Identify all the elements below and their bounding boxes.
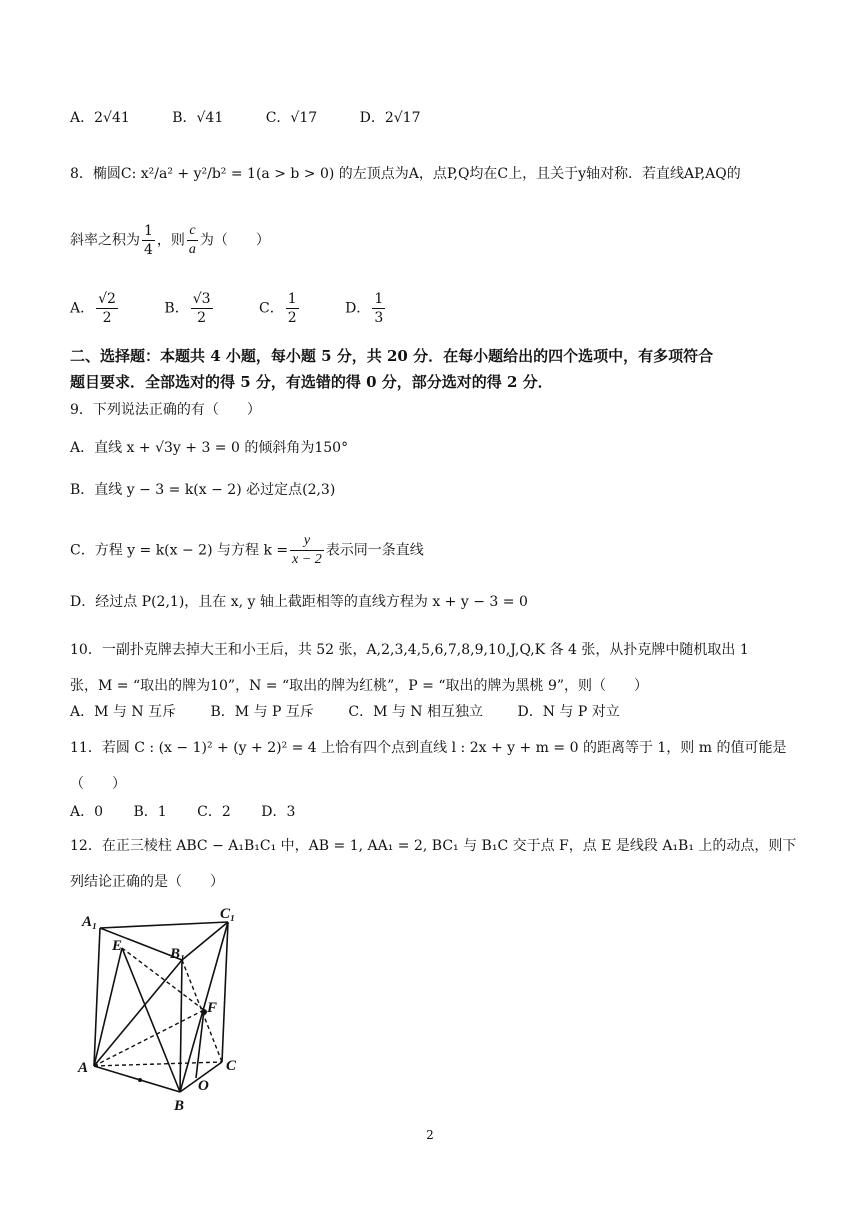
q10-option-a: A．M 与 N 互斥	[70, 704, 177, 720]
prism-figure	[70, 908, 260, 1120]
q7-option-d: D．2√17	[359, 110, 421, 126]
label-a: A	[78, 1060, 89, 1076]
q8-option-d-label: D．	[345, 300, 371, 317]
q9-option-c-prefix: C．方程 y = k(x − 2) 与方程 k =	[70, 542, 289, 559]
segment-b-c1	[180, 922, 228, 1092]
q11-option-d: D．3	[261, 804, 296, 820]
label-b1: B₁	[170, 946, 186, 962]
q8-option-d-num: 1	[374, 291, 384, 307]
q8-option-a	[70, 290, 120, 327]
label-e: E	[112, 938, 123, 954]
q9-option-c-num: y	[290, 532, 324, 551]
q11-option-c: C．2	[197, 804, 231, 820]
label-c1: C₁	[220, 908, 236, 922]
q8-frac-c-over-a	[187, 222, 198, 259]
q11-stem-line2: （ ）	[70, 776, 126, 792]
q8-option-b-den: 2	[197, 310, 207, 326]
q10-option-b: B．M 与 P 互斥	[210, 704, 314, 720]
label-o: O	[198, 1078, 209, 1094]
q8-option-c-label: C．	[258, 300, 284, 317]
q9-option-c-frac	[290, 532, 324, 569]
q9-option-d: D．经过点 P(2,1)，且在 x, y 轴上截距相等的直线方程为 x + y − 3 = 0	[70, 594, 528, 610]
edge-a1-c1	[100, 922, 228, 928]
q10-option-d: D．N 与 P 对立	[517, 704, 620, 720]
q8-option-a-den: 2	[102, 310, 112, 326]
q7-options	[70, 108, 446, 128]
label-a1: A₁	[82, 914, 98, 930]
q9-option-c-den: x − 2	[292, 552, 322, 567]
q8-options	[70, 290, 413, 327]
q8-option-a-label: A．	[70, 300, 95, 317]
q8-option-b-label: B．	[164, 300, 189, 317]
edge-b1-c1	[182, 922, 228, 960]
q8-option-a-num: √2	[98, 291, 116, 307]
q8-option-c-num: 1	[287, 291, 297, 307]
dashed-a-c	[94, 1062, 222, 1066]
edge-a-b	[94, 1066, 180, 1092]
q11-option-a: A．0	[70, 804, 104, 820]
q10-option-c: C．M 与 N 相互独立	[348, 704, 484, 720]
q8-frac1-den: 4	[144, 242, 153, 258]
q12-stem-line1: 12．在正三棱柱 ABC − A₁B₁C₁ 中，AB = 1, AA₁ = 2, BC₁ 与 B₁C 交于点 F，点 E 是线段 A₁B₁ 上的动点，则下	[70, 838, 797, 854]
q7-option-c: C．√17	[265, 110, 318, 126]
point-ab-marker	[138, 1078, 142, 1082]
q10-stem-line2: 张，M = “取出的牌为10”，N = “取出的牌为红桃”，P = “取出的牌为黑桃 9”，则（ ）	[70, 678, 649, 694]
q8-frac-quarter	[142, 222, 155, 259]
q12-stem-line2: 列结论正确的是（ ）	[70, 874, 224, 890]
q8-frac1-num: 1	[144, 223, 153, 239]
q8-frac2-num: c	[187, 222, 198, 241]
q8-stem-line1: 8．椭圆C: x²/a² + y²/b² = 1(a > b > 0) 的左顶点为A，点P,Q均在C上，且关于y轴对称．若直线AP,AQ的	[70, 166, 741, 182]
section2-heading-line2: 题目要求．全部选对的得 5 分，有选错的得 0 分，部分选对的得 2 分．	[70, 373, 553, 391]
q11-option-b: B．1	[133, 804, 167, 820]
page-number: 2	[426, 1128, 434, 1142]
q11-options	[70, 802, 321, 822]
q10-options	[70, 702, 646, 722]
q9-stem: 9．下列说法正确的有（ ）	[70, 402, 261, 418]
q8-prefix: 斜率之积为	[70, 232, 140, 249]
q8-suffix: 为（ ）	[199, 232, 270, 249]
q9-option-a: A．直线 x + √3y + 3 = 0 的倾斜角为150°	[70, 440, 349, 456]
q8-mid: ，则	[156, 232, 185, 249]
q8-option-c	[259, 290, 301, 327]
q8-frac2-den: a	[188, 242, 196, 257]
label-c: C	[226, 1058, 237, 1074]
edge-b1-b	[180, 960, 182, 1092]
q8-option-d	[345, 290, 387, 327]
q11-stem-line1: 11．若圆 C : (x − 1)² + (y + 2)² = 4 上恰有四个点到直线 l : 2x + y + m = 0 的距离等于 1，则 m 的值可能是	[70, 740, 787, 756]
q9-option-b: B．直线 y − 3 = k(x − 2) 必过定点(2,3)	[70, 482, 336, 498]
label-b: B	[174, 1098, 185, 1114]
q9-option-c	[70, 532, 424, 569]
q9-option-c-suffix: 表示同一条直线	[325, 542, 424, 559]
q8-option-d-den: 3	[374, 310, 384, 326]
q7-option-b: B．√41	[172, 110, 224, 126]
label-f: F	[207, 1000, 218, 1016]
section2-heading-line1: 二、选择题：本题共 4 小题，每小题 5 分，共 20 分．在每小题给出的四个选项中，有多项符合	[70, 347, 714, 365]
q10-stem-line1: 10．一副扑克牌去掉大王和小王后，共 52 张，A,2,3,4,5,6,7,8,9,10,J,Q,K 各 4 张，从扑克牌中随机取出 1	[70, 642, 749, 658]
dashed-a-f	[94, 1010, 204, 1066]
q8-stem-line2	[70, 222, 270, 259]
q8-option-b	[164, 290, 214, 327]
q7-option-a: A．2√41	[70, 110, 130, 126]
q8-option-c-den: 2	[287, 310, 297, 326]
q8-option-b-num: √3	[192, 291, 211, 307]
